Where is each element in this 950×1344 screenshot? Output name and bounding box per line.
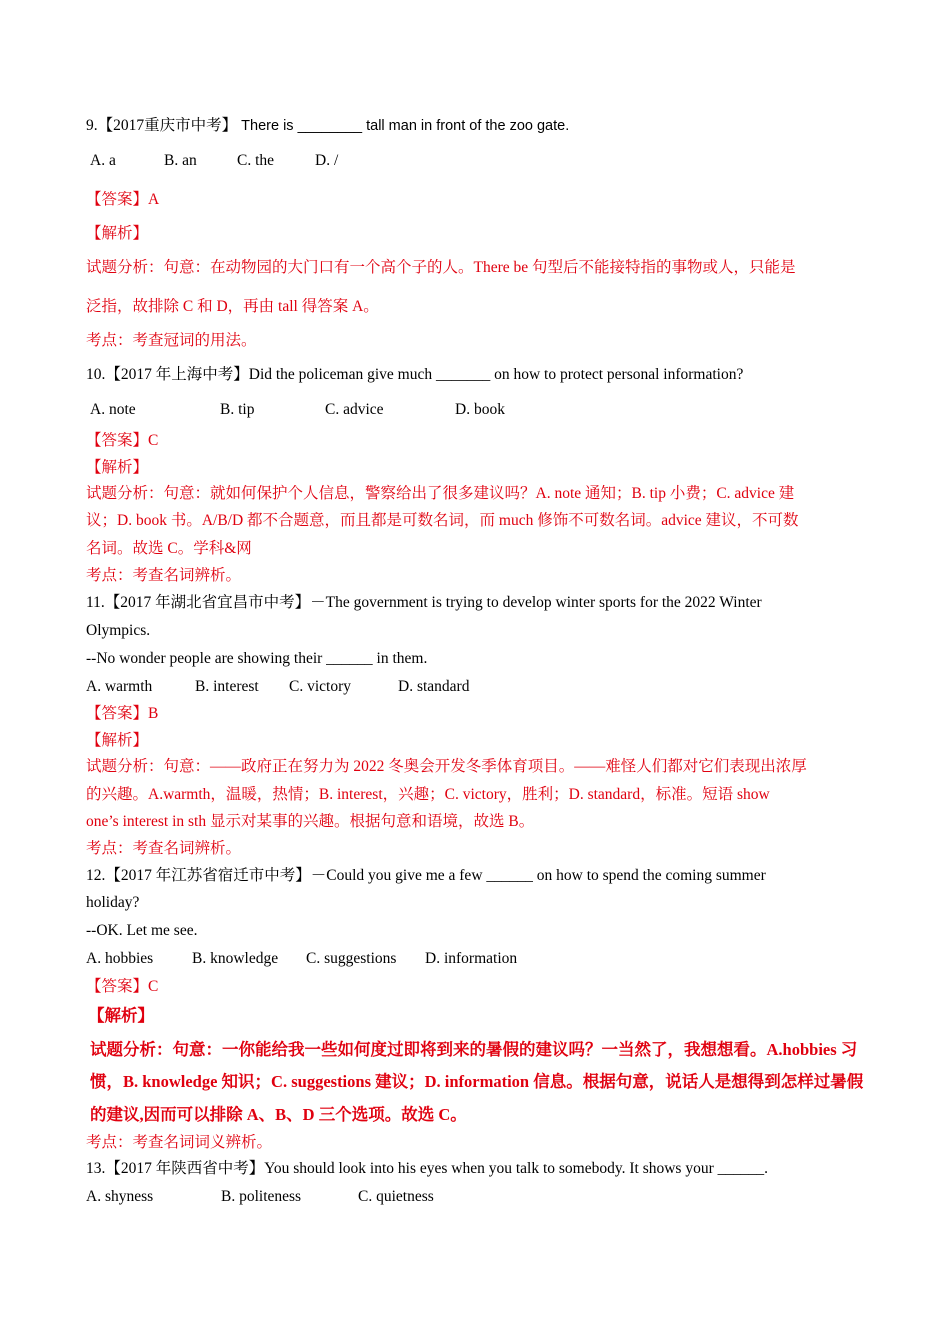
q9-analysis-title: 【解析】 — [86, 225, 149, 242]
q12-analysis-line: 的建议,因而可以排除 A、B、D 三个选项。故选 C。 — [90, 1105, 467, 1124]
q10-options: A. note B. tip C. advice D. book — [90, 401, 505, 418]
q9-point: 考点：考查冠词的用法。 — [86, 332, 257, 349]
q12-analysis-line: 试题分析：句意：一你能给我一些如何度过即将到来的暑假的建议吗？一当然了，我想想看。A.hobbies 习 — [90, 1040, 858, 1059]
q12-analysis-title: 【解析】 — [88, 1006, 154, 1025]
q11-analysis-line: 的兴趣。A.warmth，温暖，热情；B. interest，兴趣；C. victory，胜利；D. standard，标准。短语 show — [86, 786, 770, 803]
q12-stem: 12.【2017 年江苏省宿迁市中考】－Could you give me a few ______ on how to spend the coming summer — [86, 867, 766, 884]
q9-options: A. a B. an C. the D. / — [90, 152, 339, 169]
q9-analysis-line: 泛指，故排除 C 和 D，再由 tall 得答案 A。 — [86, 298, 379, 315]
q11-stem: Olympics. — [86, 622, 151, 639]
q11-stem: 11.【2017 年湖北省宜昌市中考】－The government is trying to develop winter sports for the 2022 Winter — [86, 594, 762, 611]
q13-options: A. shyness B. politeness C. quietness — [86, 1188, 434, 1205]
q12-analysis-line: 惯，B. knowledge 知识；C. suggestions 建议；D. information 信息。根据句意，说话人是想得到怎样过暑假 — [90, 1072, 864, 1091]
q10-answer: 【答案】C — [86, 432, 159, 449]
q10-analysis-line: 试题分析：句意：就如何保护个人信息，警察给出了很多建议吗？A. note 通知；B. tip 小费；C. advice 建 — [86, 485, 795, 502]
q13-stem: 13.【2017 年陕西省中考】You should look into his eyes when you talk to somebody. It shows your ______. — [86, 1160, 769, 1177]
q11-stem: --No wonder people are showing their ______ in them. — [86, 650, 428, 667]
q10-stem: 10.【2017 年上海中考】Did the policeman give much _______ on how to protect personal information? — [86, 366, 744, 383]
q10-analysis-line: 议；D. book 书。A/B/D 都不合题意，而且都是可数名词，而 much 修饰不可数名词。advice 建议，不可数 — [86, 512, 799, 529]
q9-analysis-line: 试题分析：句意：在动物园的大门口有一个高个子的人。There be 句型后不能接特指的事物或人，只能是 — [86, 259, 796, 276]
q11-point: 考点：考查名词辨析。 — [86, 840, 242, 857]
q12-options: A. hobbies B. knowledge C. suggestions D. information — [86, 950, 518, 967]
q9-stem: 9.【2017重庆市中考】 There is ________ tall man in front of the zoo gate. — [86, 117, 570, 134]
q12-point: 考点：考查名词词义辨析。 — [86, 1134, 273, 1151]
q10-analysis-line: 名词。故选 C。学科&网 — [86, 540, 252, 557]
q10-point: 考点：考查名词辨析。 — [86, 567, 242, 584]
q11-options: A. warmth B. interest C. victory D. standard — [86, 678, 470, 695]
q12-stem: holiday? — [86, 894, 140, 911]
q9-answer: 【答案】A — [86, 191, 160, 208]
q11-answer: 【答案】B — [86, 705, 159, 722]
q11-analysis-line: one’s interest in sth 显示对某事的兴趣。根据句意和语境，故选 B。 — [86, 813, 535, 830]
q12-answer: 【答案】C — [86, 978, 159, 995]
q11-analysis-title: 【解析】 — [86, 732, 149, 749]
q12-stem: --OK. Let me see. — [86, 922, 198, 939]
q11-analysis-line: 试题分析：句意：——政府正在努力为 2022 冬奥会开发冬季体育项目。——难怪人们都对它们表现出浓厚 — [86, 758, 807, 775]
q10-analysis-title: 【解析】 — [86, 459, 149, 476]
